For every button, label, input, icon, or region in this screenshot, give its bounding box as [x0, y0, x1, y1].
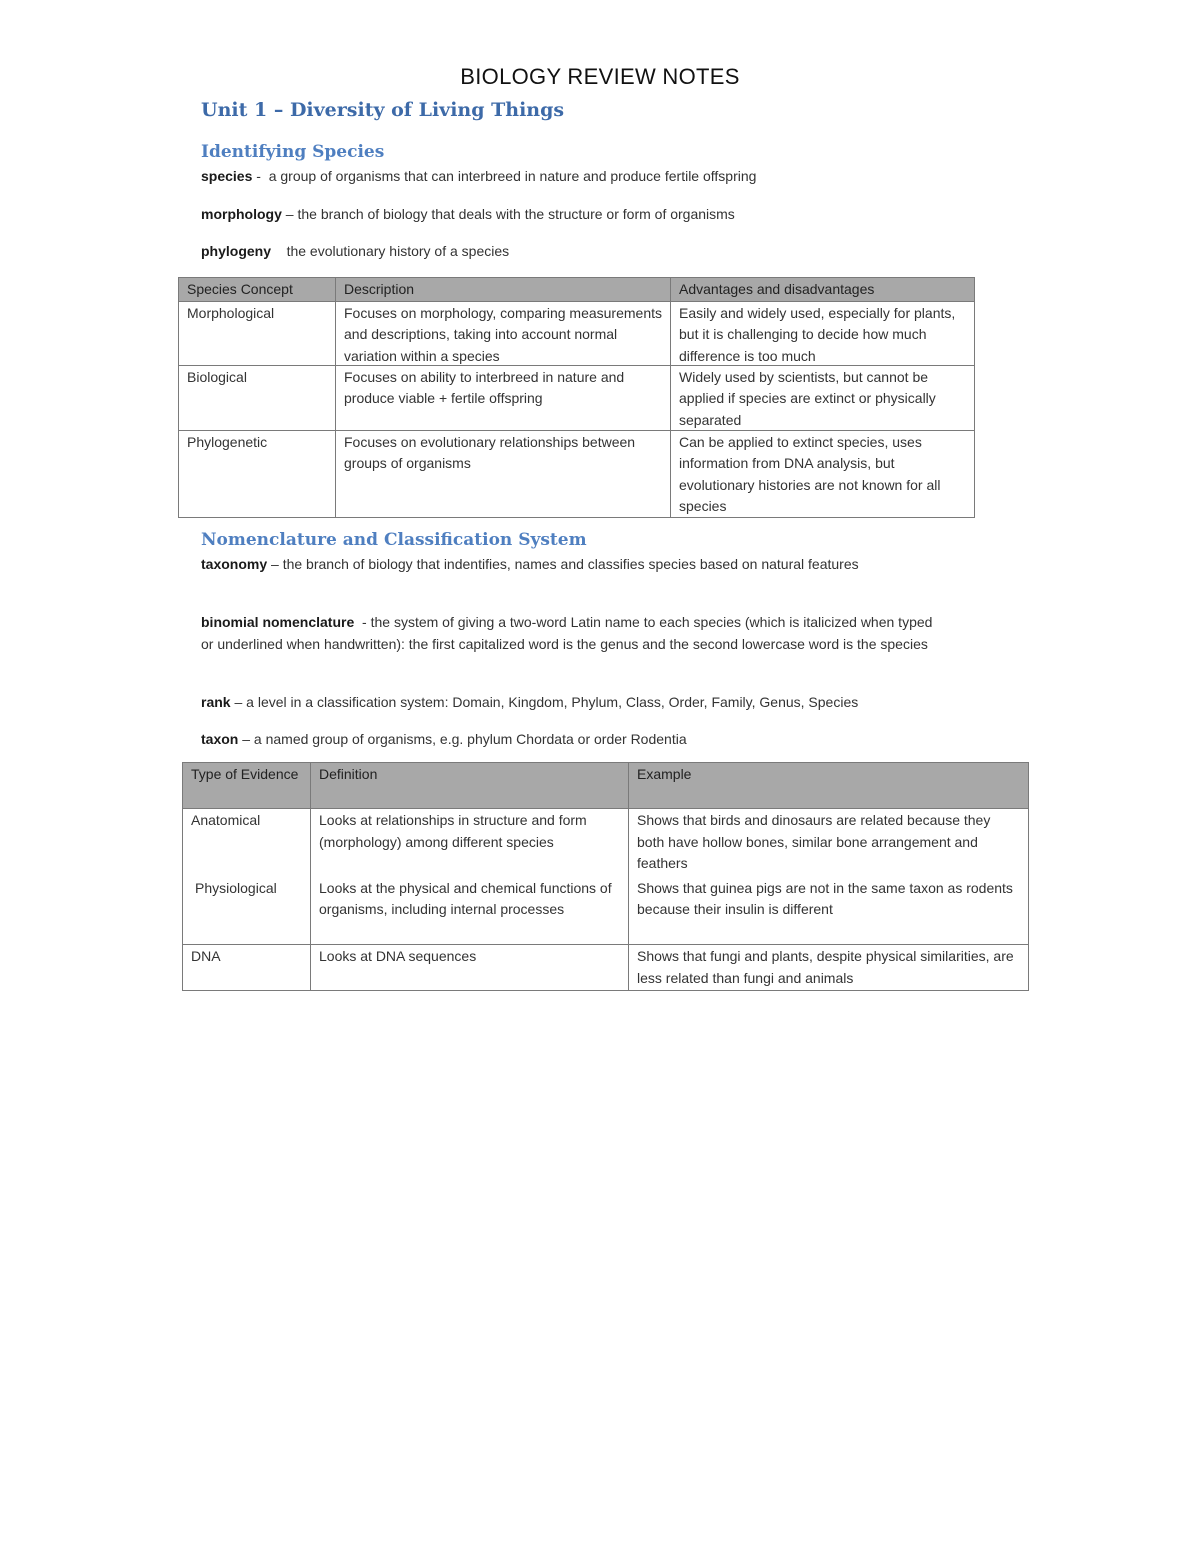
definition-separator: - — [354, 614, 371, 630]
table-row — [183, 945, 1029, 991]
definition-taxon — [201, 729, 941, 751]
cell-text: DNA — [191, 948, 221, 964]
cell-text: Anatomical — [191, 812, 261, 828]
definition-separator: – — [267, 556, 283, 572]
definition-rank — [201, 692, 961, 714]
table-cell — [336, 430, 671, 517]
table-cell — [183, 945, 311, 991]
cell-text: Shows that guinea pigs are not in the same taxon as rodents because their insulin is different — [637, 879, 1013, 917]
definition-term: morphology — [201, 206, 282, 222]
definition-separator: – — [281, 206, 298, 222]
definition-term: phylogeny — [201, 243, 272, 259]
definition-term: taxonomy — [201, 556, 268, 572]
table-cell — [179, 430, 336, 517]
cell-text: Phylogenetic — [187, 433, 268, 450]
definition-phylogeny — [201, 241, 941, 263]
definition-binomial-nomenclature — [201, 612, 941, 655]
definition-text: a named group of organisms, e.g. phylum Chordata or order Rodentia — [253, 731, 687, 747]
cell-text: Looks at the physical and chemical functions of organisms, including internal processes — [319, 879, 612, 917]
definition-separator: – — [238, 731, 254, 747]
definition-separator — [271, 243, 287, 259]
definition-term: taxon — [201, 731, 239, 747]
cell-text: Physiological — [195, 879, 277, 896]
column-header: Type of Evidence — [183, 763, 311, 809]
column-header: Definition — [311, 763, 629, 809]
table-row — [179, 430, 975, 517]
definition-species — [201, 166, 941, 188]
table-row — [179, 365, 975, 430]
table-cell — [671, 301, 975, 365]
table-cell — [629, 945, 1029, 991]
definition-term: binomial nomenclature — [201, 614, 355, 630]
table-cell — [179, 301, 336, 365]
cell-text: Focuses on evolutionary relationships between groups of organisms — [344, 433, 636, 471]
definition-morphology — [201, 204, 941, 226]
definition-text: a level in a classification system: Domain, Kingdom, Phylum, Class, Order, Family, Genus, Species — [246, 694, 859, 710]
column-header: Species Concept — [179, 278, 336, 302]
column-header: Example — [629, 763, 1029, 809]
definition-text: a group of organisms that can interbreed in nature and produce fertile offspring — [268, 168, 757, 184]
table-cell — [336, 301, 671, 365]
table-cell — [336, 365, 671, 430]
definition-term: rank — [201, 694, 231, 710]
cell-text: Shows that fungi and plants, despite physical similarities, are less related than fungi and animals — [637, 948, 1014, 986]
cell-text: Widely used by scientists, but cannot be applied if species are extinct or physically separated — [679, 368, 936, 428]
definition-text: the branch of biology that indentifies, names and classifies species based on natural features — [282, 556, 859, 572]
column-header: Description — [336, 278, 671, 302]
definition-text: the evolutionary history of a species — [286, 243, 510, 259]
table-cell — [671, 430, 975, 517]
definition-separator: – — [230, 694, 247, 710]
table-cell — [629, 877, 1029, 945]
table-header-row — [183, 763, 1029, 809]
table-cell — [629, 809, 1029, 877]
table-row — [183, 877, 1029, 945]
definition-text: the branch of biology that deals with the structure or form of organisms — [297, 206, 735, 222]
table-cell — [311, 877, 629, 945]
table-cell — [183, 809, 311, 877]
definition-separator: - — [252, 168, 269, 184]
table-cell — [671, 365, 975, 430]
cell-text: Focuses on ability to interbreed in nature and produce viable + fertile offspring — [344, 368, 625, 406]
table-cell — [311, 945, 629, 991]
table-cell — [311, 809, 629, 877]
cell-text: Looks at DNA sequences — [319, 948, 477, 964]
cell-text: Biological — [187, 368, 247, 385]
section-heading-nomenclature: Nomenclature and Classification System — [201, 530, 587, 550]
evidence-table — [182, 762, 1029, 991]
definition-taxonomy — [201, 554, 891, 576]
table-header-row — [179, 278, 975, 302]
species-concept-table — [178, 277, 975, 518]
document-title: BIOLOGY REVIEW NOTES — [460, 64, 740, 89]
unit-heading: Unit 1 – Diversity of Living Things — [201, 99, 565, 121]
table-cell — [179, 365, 336, 430]
table-row — [179, 301, 975, 365]
cell-text: Focuses on morphology, comparing measurements and descriptions, taking into account normal variation within a species — [344, 304, 662, 364]
cell-text: Looks at relationships in structure and form (morphology) among different species — [319, 812, 587, 850]
cell-text: Easily and widely used, especially for plants, but it is challenging to decide how much difference is too much — [679, 304, 956, 364]
cell-text: Shows that birds and dinosaurs are related because they both have hollow bones, similar bone arrangement and feathers — [637, 812, 991, 871]
definition-term: species — [201, 168, 253, 184]
column-header: Advantages and disadvantages — [671, 278, 975, 302]
cell-text: Morphological — [187, 304, 275, 321]
section-heading-identifying-species: Identifying Species — [201, 142, 385, 162]
definition-text: the system of giving a two-word Latin name to each species (which is italicized when typed or underlined when handwritten): the first capitalized word is the genus and the second lowercase word is the species — [201, 614, 933, 652]
table-row — [183, 809, 1029, 877]
table-cell — [183, 877, 311, 945]
cell-text: Can be applied to extinct species, uses information from DNA analysis, but evolutionary histories are not known for all species — [679, 433, 941, 514]
